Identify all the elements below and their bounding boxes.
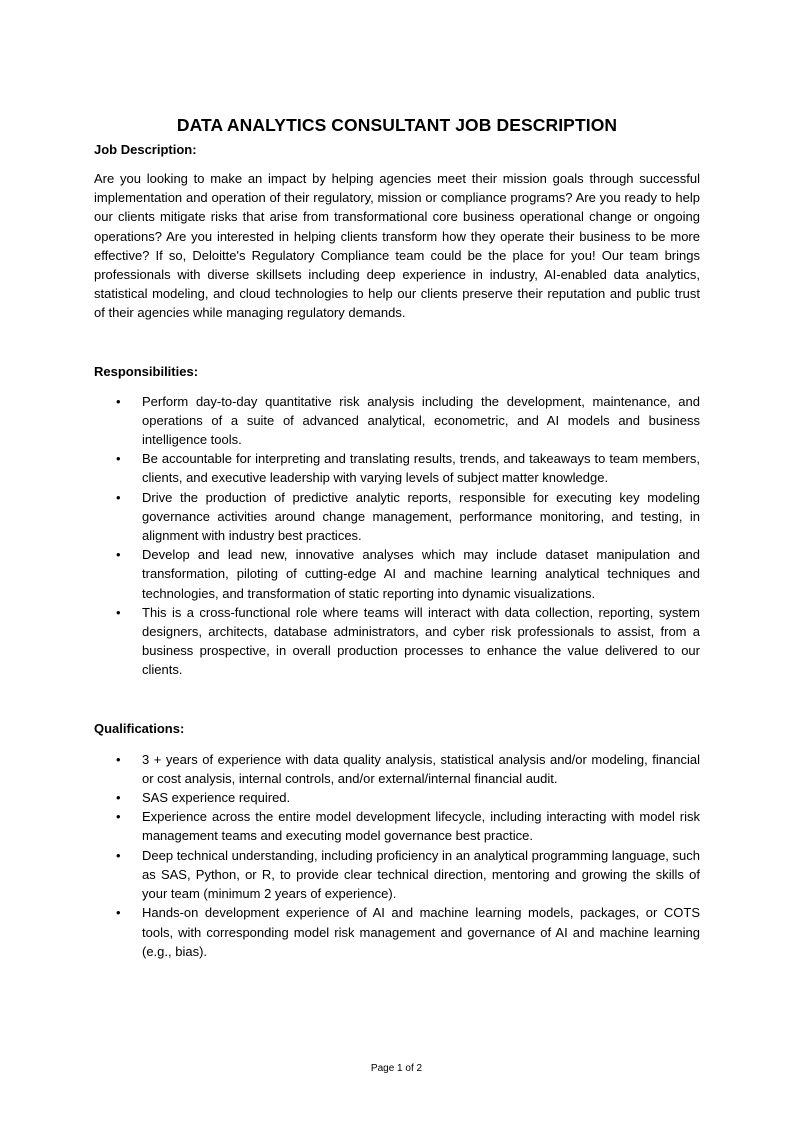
bullet-icon: •: [116, 809, 121, 825]
bullet-icon: •: [116, 604, 121, 620]
qualification-item: [94, 807, 700, 845]
page-number: Page 1 of 2: [370, 1063, 423, 1074]
job-description-heading: Job Description:: [94, 142, 197, 157]
qualification-text: Hands-on development experience of AI and machine learning models, packages, or COTS tools, with corresponding model risk management and governance of AI and machine learning (e.g., bias).: [142, 905, 700, 959]
bullet-icon: •: [116, 790, 121, 806]
qualifications-list: [94, 750, 700, 961]
responsibility-text: This is a cross-functional role where teams will interact with data collection, reporting, system designers, architects, database administrators, and cyber risk professionals to assist, from a business prospective, in overall production processes to enhance the value delivered to our clients.: [142, 604, 700, 678]
qualification-text: Experience across the entire model development lifecycle, including interacting with model risk management teams and executing model governance best practice.: [142, 809, 700, 844]
responsibilities-heading: Responsibilities:: [94, 363, 199, 379]
bullet-icon: •: [116, 451, 121, 467]
responsibility-item: [94, 545, 700, 603]
responsibility-text: Drive the production of predictive analytic reports, responsible for executing key modeling governance activities around change management, performance monitoring, and testing, in alignment with industry best practices.: [142, 489, 700, 544]
section-spacer: [94, 680, 700, 720]
responsibility-text: Be accountable for interpreting and translating results, trends, and takeaways to team members, clients, and executive leadership with varying levels of subject matter knowledge.: [142, 451, 700, 486]
document-title: DATA ANALYTICS CONSULTANT JOB DESCRIPTION: [176, 115, 618, 135]
qualifications-heading: Qualifications:: [94, 720, 185, 736]
bullet-icon: •: [116, 489, 121, 505]
responsibility-item: [94, 488, 700, 546]
responsibilities-list: [94, 392, 700, 680]
document-body: [94, 113, 700, 961]
bullet-icon: •: [116, 905, 121, 921]
responsibility-item: [94, 392, 700, 450]
qualification-item: [94, 903, 700, 961]
qualification-item: [94, 788, 700, 807]
qualification-text: Deep technical understanding, including proficiency in an analytical programming language, such as SAS, Python, or R, to provide clear technical direction, mentoring and growing the skills of your team (minimum 2 years of experience).: [142, 847, 700, 902]
responsibility-text: Develop and lead new, innovative analyses which may include dataset manipulation and transformation, piloting of cutting-edge AI and machine learning analytical techniques and technologies, and transformation of static reporting into dynamic visualizations.: [142, 547, 700, 601]
qualification-item: [94, 750, 700, 788]
bullet-icon: •: [116, 547, 121, 563]
responsibility-text: Perform day-to-day quantitative risk analysis including the development, maintenance, and operations of a suite of advanced analytical, econometric, and AI models and business intelligence tools.: [142, 393, 700, 448]
bullet-icon: •: [116, 393, 121, 409]
bullet-icon: •: [116, 847, 121, 863]
qualification-text: 3 + years of experience with data quality analysis, statistical analysis and/or modeling, financial or cost analysis, internal controls, and/or external/internal financial audit.: [142, 751, 700, 786]
qualification-text: SAS experience required.: [142, 790, 291, 806]
bullet-icon: •: [116, 751, 121, 767]
job-description-paragraph: Are you looking to make an impact by helping agencies meet their mission goals through successful implementation and operation of their regulatory, mission or compliance programs? Are you ready to help our clients mitigate risks that arise from transformational core business operational change or ongoing operations? Are you interested in helping clients transform how they operate their business to be more effective? If so, Deloitte's Regulatory Compliance team could be the place for you! Our team brings professionals with diverse skillsets including deep experience in industry, AI-enabled data analytics, statistical modeling, and cloud technologies to help our clients preserve their reputation and public trust of their agencies while managing regulatory demands.: [94, 171, 700, 321]
responsibility-item: [94, 449, 700, 487]
section-spacer: [94, 323, 700, 363]
qualification-item: [94, 846, 700, 904]
responsibility-item: [94, 603, 700, 680]
